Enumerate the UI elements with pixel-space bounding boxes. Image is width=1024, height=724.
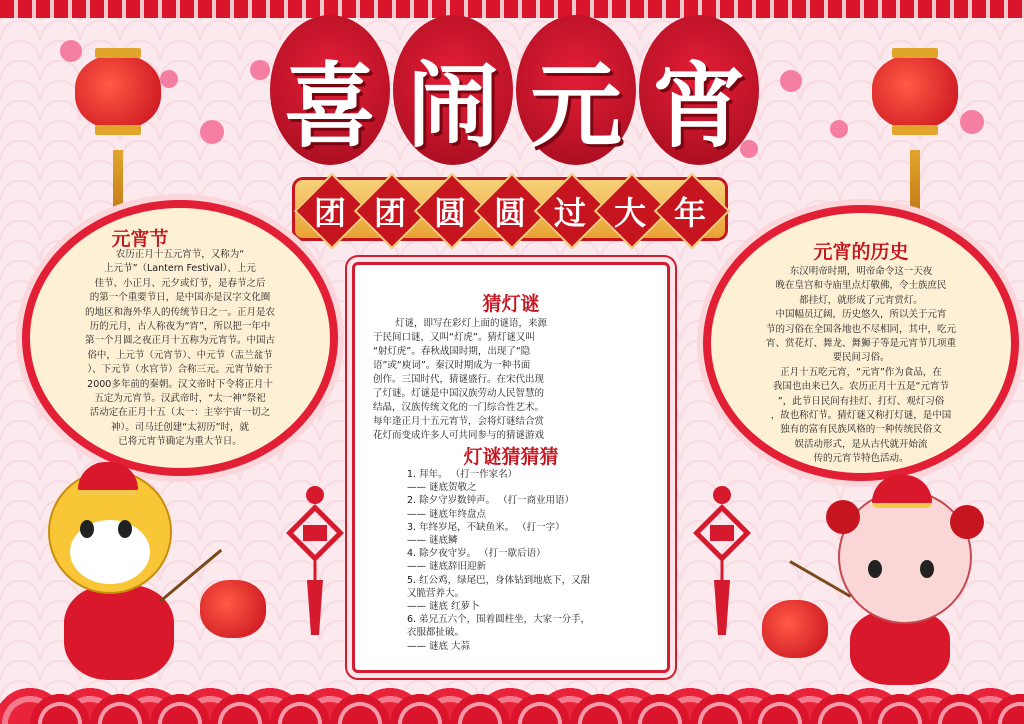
text-line: 每年逢正月十五元宵节，会将灯谜结合赏 [373,416,545,427]
main-title [270,15,760,165]
text-line: 娱活动形式，是从古代就开始流 [794,438,928,450]
lantern-cap [95,48,141,58]
text-line: 晚在皇宫和寺庙里点灯敬佛，令士族庶民 [775,280,947,292]
panel-title: 元宵的历史 [813,241,909,263]
title-char: 闹 [406,52,499,160]
plum-blossom [960,110,984,134]
text-line: ，故也称灯节。猜灯谜又称打灯谜，是中国 [770,410,952,422]
text-line: 都挂灯，就形成了元宵赏灯。 [799,294,923,306]
text-line: 节的习俗在全国各地也不尽相同，其中，吃元 [765,323,956,335]
text-line: 独有的富有民族风格的一种传统民俗文 [780,424,942,436]
dog-body [64,585,174,680]
text-line: 上元节”（Lantern Festival）、上元 [104,263,256,275]
hand-lantern-left [200,580,266,638]
riddle-list [407,468,657,653]
panel-body [719,265,1003,467]
dog-eye [118,520,132,538]
plum-blossom [160,70,178,88]
lantern-left [75,55,161,129]
riddle-section-title: 灯谜猜猜猜 [463,446,559,468]
title-char: 宵 [652,52,745,160]
riddle-line: —— 谜底 大蒜 [407,640,471,652]
plum-blossom [200,120,224,144]
hand-lantern-right [762,600,828,658]
text-line: 创作。三国时代，猜谜盛行。在宋代出现 [373,374,545,385]
plum-blossom [60,40,82,62]
subtitle-char: 过 [553,194,586,232]
knot-shape [285,485,345,635]
plum-blossom [830,120,848,138]
subtitle-char: 团 [373,194,406,232]
hair-bun [826,500,860,534]
text-line: 的第一个重要节日，是中国亦是汉字文化圈 [89,292,271,304]
text-line: 历的元月，古人称夜为“宵”，所以把一年中 [89,321,271,333]
lantern-right [872,55,958,129]
riddle-line: 1. 拜年。 （打一作家名） [407,469,518,480]
panel-body [373,317,649,443]
panel-history [703,205,1019,481]
text-line: 已将元宵节确定为重大节日。 [118,436,242,448]
text-line: 花灯而变成许多人可共同参与的猜谜游戏 [373,430,545,441]
panel-body [38,248,322,450]
panel-title: 猜灯谜 [482,293,540,315]
text-line: 活动定在正月十五（太一：主宰宇宙一切之 [89,407,271,419]
text-line: 于民间口谜，又叫“灯虎”。猜灯谜又叫 [373,332,535,343]
panel-title: 元宵节 [111,228,169,250]
kid-eye [920,560,934,578]
text-line: 东汉明帝时期，明帝命令这一天夜 [789,266,933,277]
subtitle-banner [295,180,725,238]
text-line: 第一个月圆之夜正月十五称为元宵节。中国古 [84,335,275,347]
text-line: 俗中，上元节（元宵节）、中元节（盂兰盆节 [87,349,273,361]
riddle-line: 2. 除夕守岁数钟声。 （打一商业用语） [407,495,575,507]
riddle-line: 又脆营养大。 [407,587,465,599]
subtitle-char: 大 [613,194,646,232]
text-line: 语”或“庾词”。秦汉时期成为一种书面 [373,360,531,371]
riddle-line: —— 谜底 红萝卜 [407,601,480,613]
lantern-tassel [910,150,920,215]
text-line: 正月十五吃元宵，“元宵”作为食品，在 [780,366,942,378]
lantern-cap [95,125,141,135]
riddle-line: —— 谜底辞旧迎新 [407,561,487,573]
chinese-knot-icon [285,485,345,646]
panel-lantern-festival [22,200,338,476]
lantern-cap [892,48,938,58]
text-line: 五定为元宵节。汉武帝时，“太一神”祭祀 [94,393,266,405]
subtitle-char: 年 [673,194,706,232]
chinese-knot-icon [692,485,752,646]
text-line: 佳节、小正月、元夕或灯节，是春节之后 [94,277,266,289]
plum-blossom [780,70,802,92]
text-line: 了灯谜。灯谜是中国汉族劳动人民智慧的 [373,388,545,399]
lantern-tassel [113,150,123,215]
text-line: 农历正月十五元宵节，又称为“ [115,249,245,260]
riddle-line: 3. 年终岁尾，不缺鱼米。 （打一字） [407,521,565,533]
text-line: 的地区和海外华人的传统节日之一。正月是农 [84,306,275,318]
title-char: 元 [529,52,622,160]
text-line: 要民间习俗。 [832,352,890,364]
dog-eye [80,520,94,538]
text-line: 中国幅员辽阔，历史悠久，所以关于元宵 [775,309,947,321]
riddle-line: —— 谜底贺敬之 [407,482,477,494]
text-line: 传的元宵节特色活动。 [813,453,909,465]
text-line: 我国也由来已久。农历正月十五是“元宵节 [773,381,949,393]
kid-eye [868,560,882,578]
title-char: 喜 [283,52,376,160]
text-line: ”，此节日民间有挂灯、打灯、观灯习俗 [777,395,945,407]
text-line: 宵、赏花灯、舞龙、舞狮子等是元宵节几项重 [765,338,956,350]
panel-lantern-riddles [352,262,670,673]
subtitle-char: 圆 [433,194,466,232]
subtitle-char: 团 [313,194,346,232]
lantern-cap [892,125,938,135]
riddle-line: 衣服都扯破。 [407,627,465,639]
text-line: 神）。司马迁创建“太初历”时，就 [110,421,250,433]
plum-blossom [250,60,270,80]
riddle-line: 4. 除夕夜守岁。 （打一歇后语） [407,548,546,560]
subtitle-char: 圆 [493,194,526,232]
knot-shape [692,485,752,635]
riddle-line: —— 谜底年终盘点 [407,508,487,520]
text-line: 灯谜，即写在彩灯上面的谜语，来源 [395,318,548,329]
riddle-line: 6. 弟兄五六个，围着圆柱坐，大家一分手， [407,614,591,626]
riddle-line: —— 谜底鳞 [407,535,458,547]
hair-bun [950,505,984,539]
text-line: 2000多年前的秦朝。汉文帝时下令将正月十 [87,378,273,390]
riddle-line: 5. 红公鸡，绿尾巴，身体钻到地底下，又甜 [407,574,591,586]
text-line: ）、下元节（水官节）合称三元。元宵节始于 [87,364,273,376]
text-line: 结晶，汉族传统文化的一门综合性艺术。 [373,402,545,413]
text-line: “射灯虎”。春秋战国时期，出现了“隐 [373,346,531,357]
